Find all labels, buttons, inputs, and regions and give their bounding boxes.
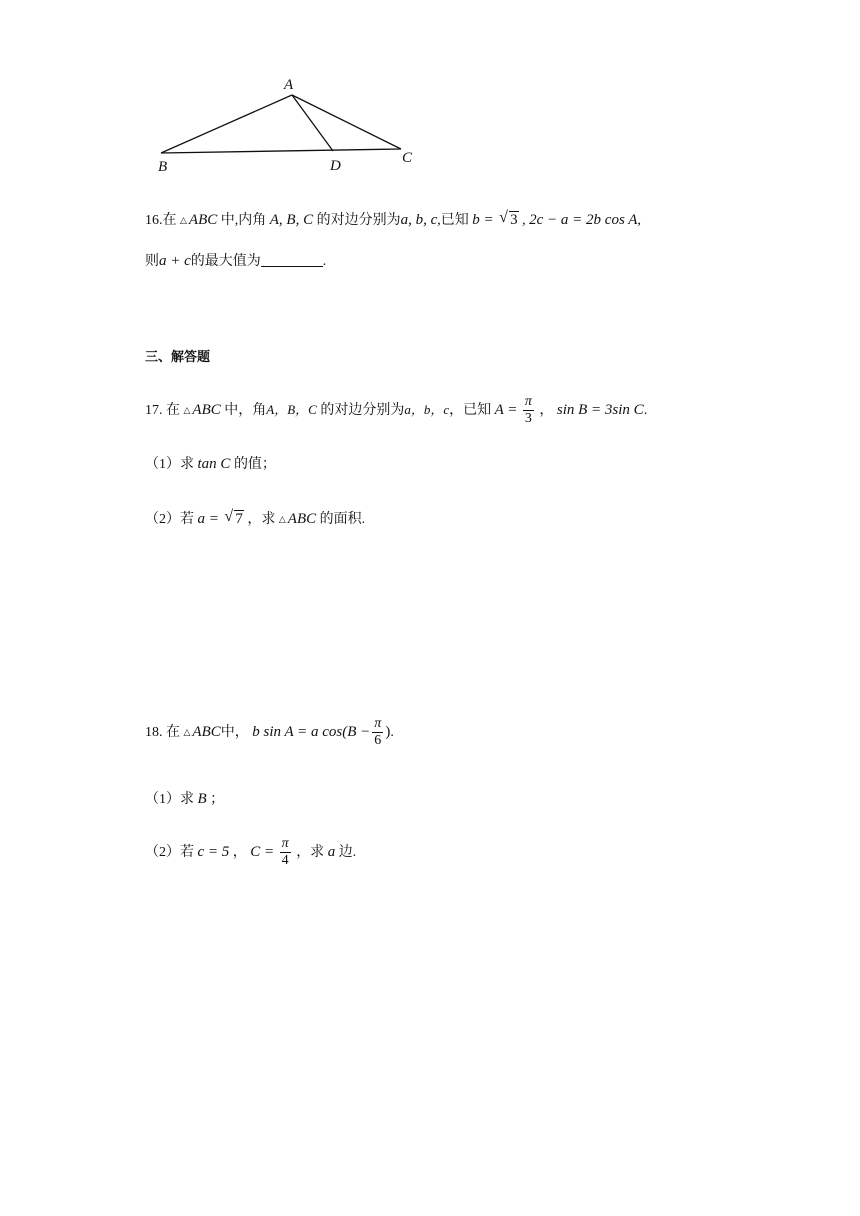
triangle-figure <box>150 72 430 182</box>
q16-text-6: 的最大值为 <box>190 254 261 269</box>
q18-expr: b sin A = a cos(B − <box>252 724 371 740</box>
q18-end: . <box>390 725 394 740</box>
q18-part2-c-eq: c = 5 <box>197 844 230 860</box>
q18-stem <box>145 712 394 752</box>
q16-text-1: 在 <box>162 213 177 228</box>
q16-condition: 2c − a = 2b cos A <box>529 212 638 228</box>
side-ba <box>161 95 292 153</box>
q17-text-3: 的对边分别为 <box>320 403 405 418</box>
q17-part1 <box>145 454 276 475</box>
q17-number: 17. <box>145 403 163 418</box>
triangle-symbol: △ <box>180 215 187 225</box>
q17-side-vars: a，b，c <box>404 402 450 417</box>
q16-line2 <box>145 251 326 272</box>
q16-comma-2: , <box>637 213 641 228</box>
q18-part2-var: a <box>327 844 336 860</box>
side-bc <box>161 149 401 153</box>
sqrt-3: √ 3 <box>499 209 518 228</box>
q17-text-2: 中，角 <box>224 403 267 418</box>
triangle-symbol: △ <box>183 405 191 415</box>
q17-part2-a-eq: a = <box>197 511 219 527</box>
q17-part2-text: ，求 <box>247 512 276 527</box>
triangle-symbol: △ <box>183 727 191 737</box>
q16-end: . <box>322 254 327 269</box>
side-ac <box>292 95 401 149</box>
q17-text-5: ， <box>539 403 554 418</box>
q18-part1-tail: ； <box>210 792 225 807</box>
point-label-d: D <box>330 158 341 174</box>
section-title: 三、解答题 <box>145 350 211 365</box>
q16-sides: a, b, c <box>400 212 438 228</box>
q16-line1 <box>145 210 641 231</box>
q18-close-paren: ) <box>385 724 391 740</box>
triangle-symbol: △ <box>278 514 286 524</box>
q17-part2-abc: ABC <box>287 511 317 527</box>
q18-part2-C-eq: C = <box>250 844 275 860</box>
q17-part1-tail: 的值； <box>233 457 276 472</box>
q16-b-eq: b = <box>472 212 494 228</box>
q18-part2-tail: 边. <box>338 845 357 860</box>
q16-comma: , <box>522 213 526 228</box>
fraction-pi-over-4: $\frac{\pi}{4}$ <box>281 836 289 869</box>
q18-part1 <box>145 789 224 810</box>
q18-text-2: 中， <box>220 725 249 740</box>
q17-condition: sin B = 3sin C <box>556 402 644 418</box>
q18-part2-text-2: ，求 <box>296 845 325 860</box>
q18-part2-text-1: ， <box>232 845 247 860</box>
q17-part2-tail: 的面积. <box>319 512 366 527</box>
q17-end: . <box>643 403 648 418</box>
q18-text-1: 在 <box>166 725 180 740</box>
q18-part2-label: （2）若 <box>145 845 194 860</box>
vertex-label-c: C <box>402 150 413 166</box>
answer-blank <box>261 252 323 267</box>
q16-text-5: 则 <box>145 254 159 269</box>
fraction-pi-over-3: $\frac{\pi}{3}$ <box>524 394 532 427</box>
q16-text-3: 的对边分别为 <box>316 213 401 228</box>
q18-part1-var: B <box>197 791 207 807</box>
q17-angle-vars: A，B，C <box>266 402 317 417</box>
q18-part2 <box>145 832 356 872</box>
sqrt-7: √ 7 <box>224 508 243 527</box>
q16-sum: a + c <box>159 253 191 269</box>
q17-abc: ABC <box>192 402 221 418</box>
segment-ad <box>292 95 333 151</box>
q17-part2 <box>145 509 365 530</box>
vertex-label-a: A <box>284 77 294 93</box>
q16-text-4: ,已知 <box>437 213 469 228</box>
q17-part1-expr: tan C <box>197 456 231 472</box>
q18-number: 18. <box>145 725 163 740</box>
q17-text-1: 在 <box>166 403 180 418</box>
q16-number: 16. <box>145 213 163 228</box>
q17-a-eq: A = <box>494 402 518 418</box>
q17-part1-label: （1）求 <box>145 457 194 472</box>
q17-part2-label: （2）若 <box>145 512 194 527</box>
q16-angles: A, B, C <box>269 212 314 228</box>
q16-text-2: 中,内角 <box>220 213 267 228</box>
vertex-label-b: B <box>158 159 168 175</box>
q17-stem <box>145 390 647 430</box>
fraction-pi-over-6: $\frac{\pi}{6}$ <box>374 716 382 749</box>
q17-text-4: ，已知 <box>449 403 492 418</box>
q16-abc: ABC <box>188 212 218 228</box>
q18-abc: ABC <box>192 724 221 740</box>
q18-part1-label: （1）求 <box>145 792 194 807</box>
